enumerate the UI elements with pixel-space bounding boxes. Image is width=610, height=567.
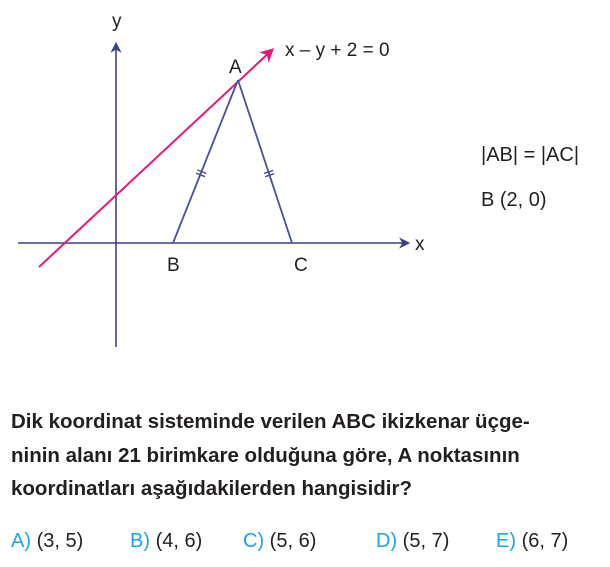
- choice-letter: E): [496, 530, 516, 552]
- choice-value: (6, 7): [521, 530, 569, 552]
- question-line: Dik koordinat sisteminde verilen ABC ikizkenar üçge-: [11, 410, 530, 433]
- choice-value: (5, 7): [402, 530, 450, 552]
- choice-value: (3, 5): [36, 530, 84, 552]
- given-condition: |AB| = |AC|: [481, 144, 580, 166]
- answer-choices: [11, 530, 603, 560]
- choice-b[interactable]: [130, 530, 202, 553]
- choice-c[interactable]: [243, 530, 316, 553]
- choice-letter: D): [376, 530, 398, 552]
- choice-letter: A): [11, 530, 31, 552]
- question-line: koordinatları aşağıdakilerden hangisidir?: [11, 477, 412, 500]
- side-ac: [238, 80, 292, 243]
- side-ab: [173, 80, 238, 243]
- given-point-b: B (2, 0): [481, 189, 547, 211]
- y-axis-label: y: [112, 11, 122, 32]
- choice-value: (4, 6): [155, 530, 203, 552]
- choice-d[interactable]: [376, 530, 449, 553]
- question-line: ninin alanı 21 birimkare olduğuna göre, A noktasının: [11, 443, 520, 467]
- question-text: [11, 405, 603, 506]
- choice-a[interactable]: [11, 530, 83, 553]
- choice-letter: C): [243, 530, 265, 552]
- choice-letter: B): [130, 530, 150, 552]
- choice-value: (5, 6): [269, 530, 317, 552]
- point-a-label: A: [229, 57, 242, 78]
- line-equation-label: x – y + 2 = 0: [285, 40, 390, 61]
- point-b-label: B: [167, 255, 180, 276]
- choice-e[interactable]: [496, 530, 568, 553]
- x-axis-label: x: [415, 234, 425, 255]
- point-c-label: C: [294, 255, 308, 276]
